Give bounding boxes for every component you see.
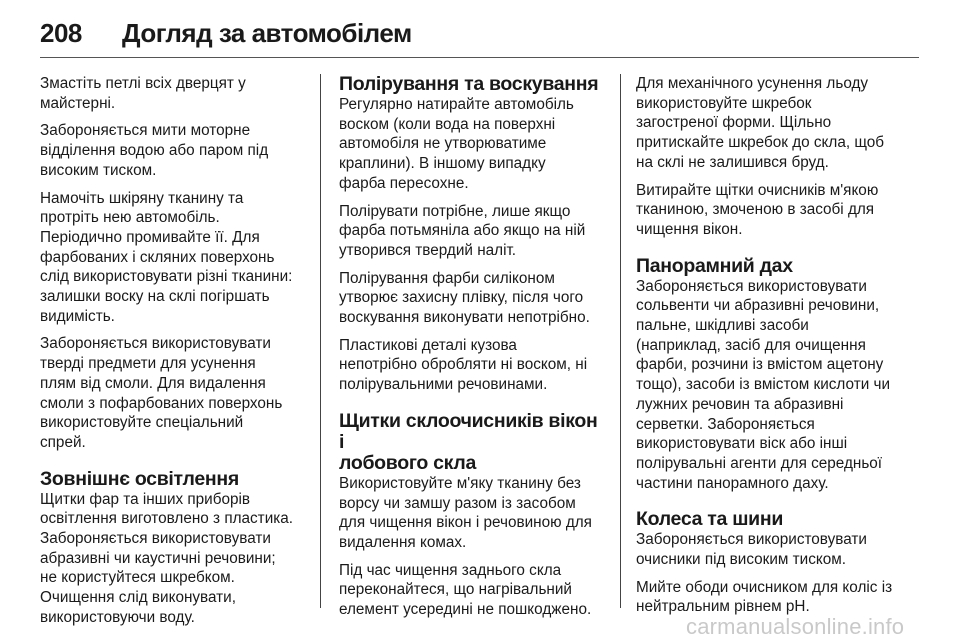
paragraph: Забороняється використовувати тверді предмети для усунення плям від смоли. Для видалення смоли з пофарбованих поверхонь використовуйте спеціальний спрей. [40,335,283,451]
paragraph: Щитки фар та інших приборів освітлення виготовлено з пластика. Забороняється використовувати абразивні чи каустичні речовини; не користуйтеся шкребком. Очищення слід виконувати, використовуючи воду. [40,490,294,626]
paragraph: Мийте ободи очисником для коліс із нейтральним рівнем pH. [636,578,893,616]
page-header [40,8,920,58]
paragraph: Пластикові деталі кузова непотрібно обробляти ні воском, ні полірувальними речовинами. [339,336,588,394]
paragraph: Забороняється використовувати сольвенти чи абразивні речовини, пальне, шкідливі засоби (наприклад, засіб для очищення фарби, розчини із вмістом ацетону тощо), засоби із вмістом кислоти чи лужних речовин та абразивні серветки. Забороняється використовувати віск або інші полірувальні агенти для середньої частини панорамного даху. [636,277,891,492]
paragraph: Намочіть шкіряну тканину та протріть нею автомобіль. Періодично промивайте її. Для фарбованих і скляних поверхонь слід використовувати різні тканини: залишки воску на склі погіршать видимість. [40,189,293,325]
watermark: carmanualsonline.info [686,614,905,639]
paragraph: Полірувати потрібне, лише якщо фарба потьмяніла або якщо на ній утворився твердий наліт. [339,202,586,259]
column-divider-2 [620,74,621,608]
page-title: Догляд за автомобілем [122,18,412,48]
text-column-3 [636,74,906,625]
paragraph: Для механічного усунення льоду використовуйте шкребок загостреної форми. Щільно притискайте шкребок до скла, щоб на склі не залишився бруд. [636,75,885,171]
text-column-1 [40,74,316,636]
section-heading: Щитки склоочисників вікон і лобового скла [339,409,598,474]
paragraph: Полірування фарби силіконом утворює захисну плівку, після чого воскування виконувати непотрібно. [339,269,590,327]
paragraph: Під час чищення заднього скла переконайтеся, що нагрівальний елемент усередині не пошкоджено. [339,561,592,619]
column-divider-1 [320,74,321,608]
paragraph: Використовуйте м'яку тканину без ворсу чи замшу разом із засобом для чищення вікон і речовиною для видалення комах. [339,474,592,551]
section-heading: Колеса та шини [636,508,784,531]
text-column-2 [339,74,607,628]
header-divider [40,57,919,58]
section-heading: Полірування та воскування [339,73,599,95]
paragraph: Регулярно натирайте автомобіль воском (коли вода на поверхні автомобіля не утворюватиме краплини). В іншому випадку фарба пересохне. [339,96,574,192]
section-heading: Зовнішнє освітлення [40,467,239,490]
page-number: 208 [40,18,82,48]
section-heading: Панорамний дах [636,254,793,277]
paragraph: Забороняється мити моторне відділення водою або паром під високим тиском. [40,122,269,179]
paragraph: Змастіть петлі всіх дверцят у майстерні. [40,75,246,112]
paragraph: Витирайте щітки очисників м'якою тканиною, змоченою в засобі для чищення вікон. [636,181,879,238]
paragraph: Забороняється використовувати очисники під високим тиском. [636,531,867,569]
